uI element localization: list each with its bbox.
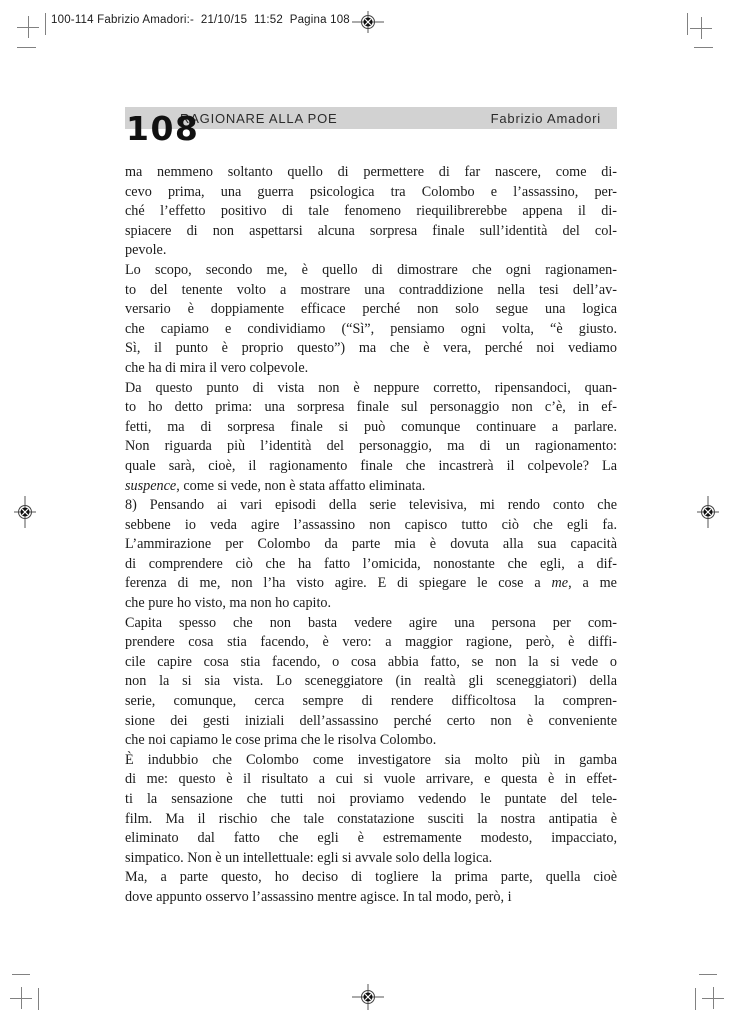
text-line: serie, comunque, cerca sempre di rendere difficoltosa la compren- bbox=[125, 693, 617, 710]
text-line: to del tenente volto a mostrare una contraddizione nella tesi dell’av- bbox=[125, 281, 617, 298]
crop-mark-bottom-right-icon bbox=[713, 987, 714, 1009]
text-line: quale sarà, cioè, il ragionamento finale che incastrerà il colpevole? La bbox=[125, 457, 617, 474]
text-line: eliminato dal fatto che egli è estremamente modesto, impacciato, bbox=[125, 830, 617, 847]
text-line: ma nemmeno soltanto quello di permettere di far nascere, come di- bbox=[125, 164, 617, 180]
text-line: simpatico. Non è un intellettuale: egli si avvale solo della logica. bbox=[125, 849, 493, 866]
text-line: film. Ma il rischio che tale constatazione susciti la nostra antipatia è bbox=[125, 810, 617, 827]
text-line: 8) Pensando ai vari episodi della serie televisiva, mi rendo conto che bbox=[125, 497, 617, 514]
crop-mark-bottom-left-icon bbox=[38, 988, 39, 1010]
crop-mark-bottom-left-icon bbox=[12, 974, 30, 975]
text-line: cile capire cosa stia facendo, o cosa abbia fatto, se non la si vede o bbox=[125, 653, 617, 670]
text-line: di comprendere ciò che ha fatto l’omicida, nonostante che egli, a dif- bbox=[125, 555, 617, 572]
text-line: suspence, come si vede, non è stata affatto eliminata. bbox=[125, 477, 426, 494]
text-line: di me: questo è il risultato a cui si vuole arrivare, e questa è in effet- bbox=[125, 771, 617, 788]
text-line: ti la sensazione che tutti noi proviamo vedendo le puntate del tele- bbox=[125, 791, 617, 807]
text-line: sione dei gesti iniziali dell’assassino perché certo non è conveniente bbox=[125, 712, 617, 729]
text-line: Ma, a parte questo, ho deciso di togliere la prima parte, quella cioè bbox=[125, 869, 617, 886]
body-text bbox=[125, 163, 617, 908]
crop-mark-top-left-icon bbox=[17, 47, 36, 48]
text-line: ferenza di me, non l’ha visto agire. E di spiegare le cose a me, a me bbox=[125, 575, 617, 592]
page-number: 108 bbox=[126, 109, 200, 148]
text-line: È indubbio che Colombo come investigatore sia molto più in gamba bbox=[125, 751, 617, 768]
crop-mark-top-right-icon bbox=[687, 13, 688, 35]
crop-mark-bottom-right-icon bbox=[699, 974, 717, 975]
text-line: sebbene io veda agire l’assassino non capisco tutto ciò che egli fa. bbox=[125, 516, 617, 533]
text-line: cevo prima, una guerra psicologica tra Colombo e l’assassino, per- bbox=[125, 183, 617, 200]
crop-mark-bottom-right-icon bbox=[695, 988, 696, 1010]
registration-mark-top-center-icon bbox=[352, 6, 384, 38]
running-title: RAGIONARE ALLA POE bbox=[180, 110, 338, 126]
registration-mark-left-icon bbox=[9, 496, 41, 528]
text-line: L’ammirazione per Colombo da parte mia è dovuta alla sua capacità bbox=[125, 536, 617, 553]
crop-mark-top-left-icon bbox=[28, 16, 29, 38]
registration-mark-bottom-center-icon bbox=[352, 981, 384, 1013]
text-line: fetti, ma di sorpresa finale si può comunque continuare a parlare. bbox=[125, 418, 617, 435]
text-line: versario è doppiamente efficace perché non solo segue una logica bbox=[125, 301, 617, 318]
text-line: non la si sia vista. Lo sceneggiatore (in realtà gli sceneggiatori) della bbox=[125, 673, 617, 690]
registration-mark-right-icon bbox=[692, 496, 724, 528]
crop-mark-top-left-icon bbox=[45, 13, 46, 35]
running-author: Fabrizio Amadori bbox=[490, 110, 601, 126]
text-line: Sì, il punto è proprio questo”) ma che è vera, perché noi vediamo bbox=[125, 340, 617, 357]
crop-mark-top-right-icon bbox=[701, 17, 702, 39]
text-line: che noi capiamo le cose prima che le risolva Colombo. bbox=[125, 732, 437, 749]
text-line: prendere cosa stia facendo, è vero: a maggior ragione, però, è diffi- bbox=[125, 634, 617, 651]
text-line: che ha di mira il vero colpevole. bbox=[125, 359, 309, 376]
text-line: to ho detto prima: una sorpresa finale sul personaggio non c’è, in ef- bbox=[125, 399, 617, 416]
text-line: ché l’effetto positivo di tale fenomeno riequilibrerebbe appena il di- bbox=[125, 203, 617, 220]
text-line: dove appunto osservo l’assassino mentre agisce. In tal modo, però, i bbox=[125, 888, 512, 905]
text-line: che capiamo e condividiamo (“Sì”, pensiamo ogni volta, “è giusto. bbox=[125, 320, 617, 337]
text-line: spiacere di non aspettarsi alcuna sorpresa finale sull’identità del col- bbox=[125, 222, 617, 239]
text-line: Lo scopo, secondo me, è quello di dimostrare che ogni ragionamen- bbox=[125, 261, 617, 278]
crop-mark-top-right-icon bbox=[694, 47, 713, 48]
slug-line: 100-114 Fabrizio Amadori:- 21/10/15 11:52 Pagina 108 bbox=[51, 14, 350, 26]
text-line: Capita spesso che non basta vedere agire una persona per com- bbox=[125, 614, 617, 631]
crop-mark-bottom-left-icon bbox=[21, 987, 22, 1009]
text-line: pevole. bbox=[125, 242, 167, 259]
text-line: Da questo punto di vista non è neppure corretto, ripensandoci, quan- bbox=[125, 379, 617, 396]
text-line: che pure ho visto, ma non ho capito. bbox=[125, 595, 332, 612]
text-line: Non riguarda più l’identità del personaggio, ma di un ragionamento: bbox=[125, 438, 617, 455]
